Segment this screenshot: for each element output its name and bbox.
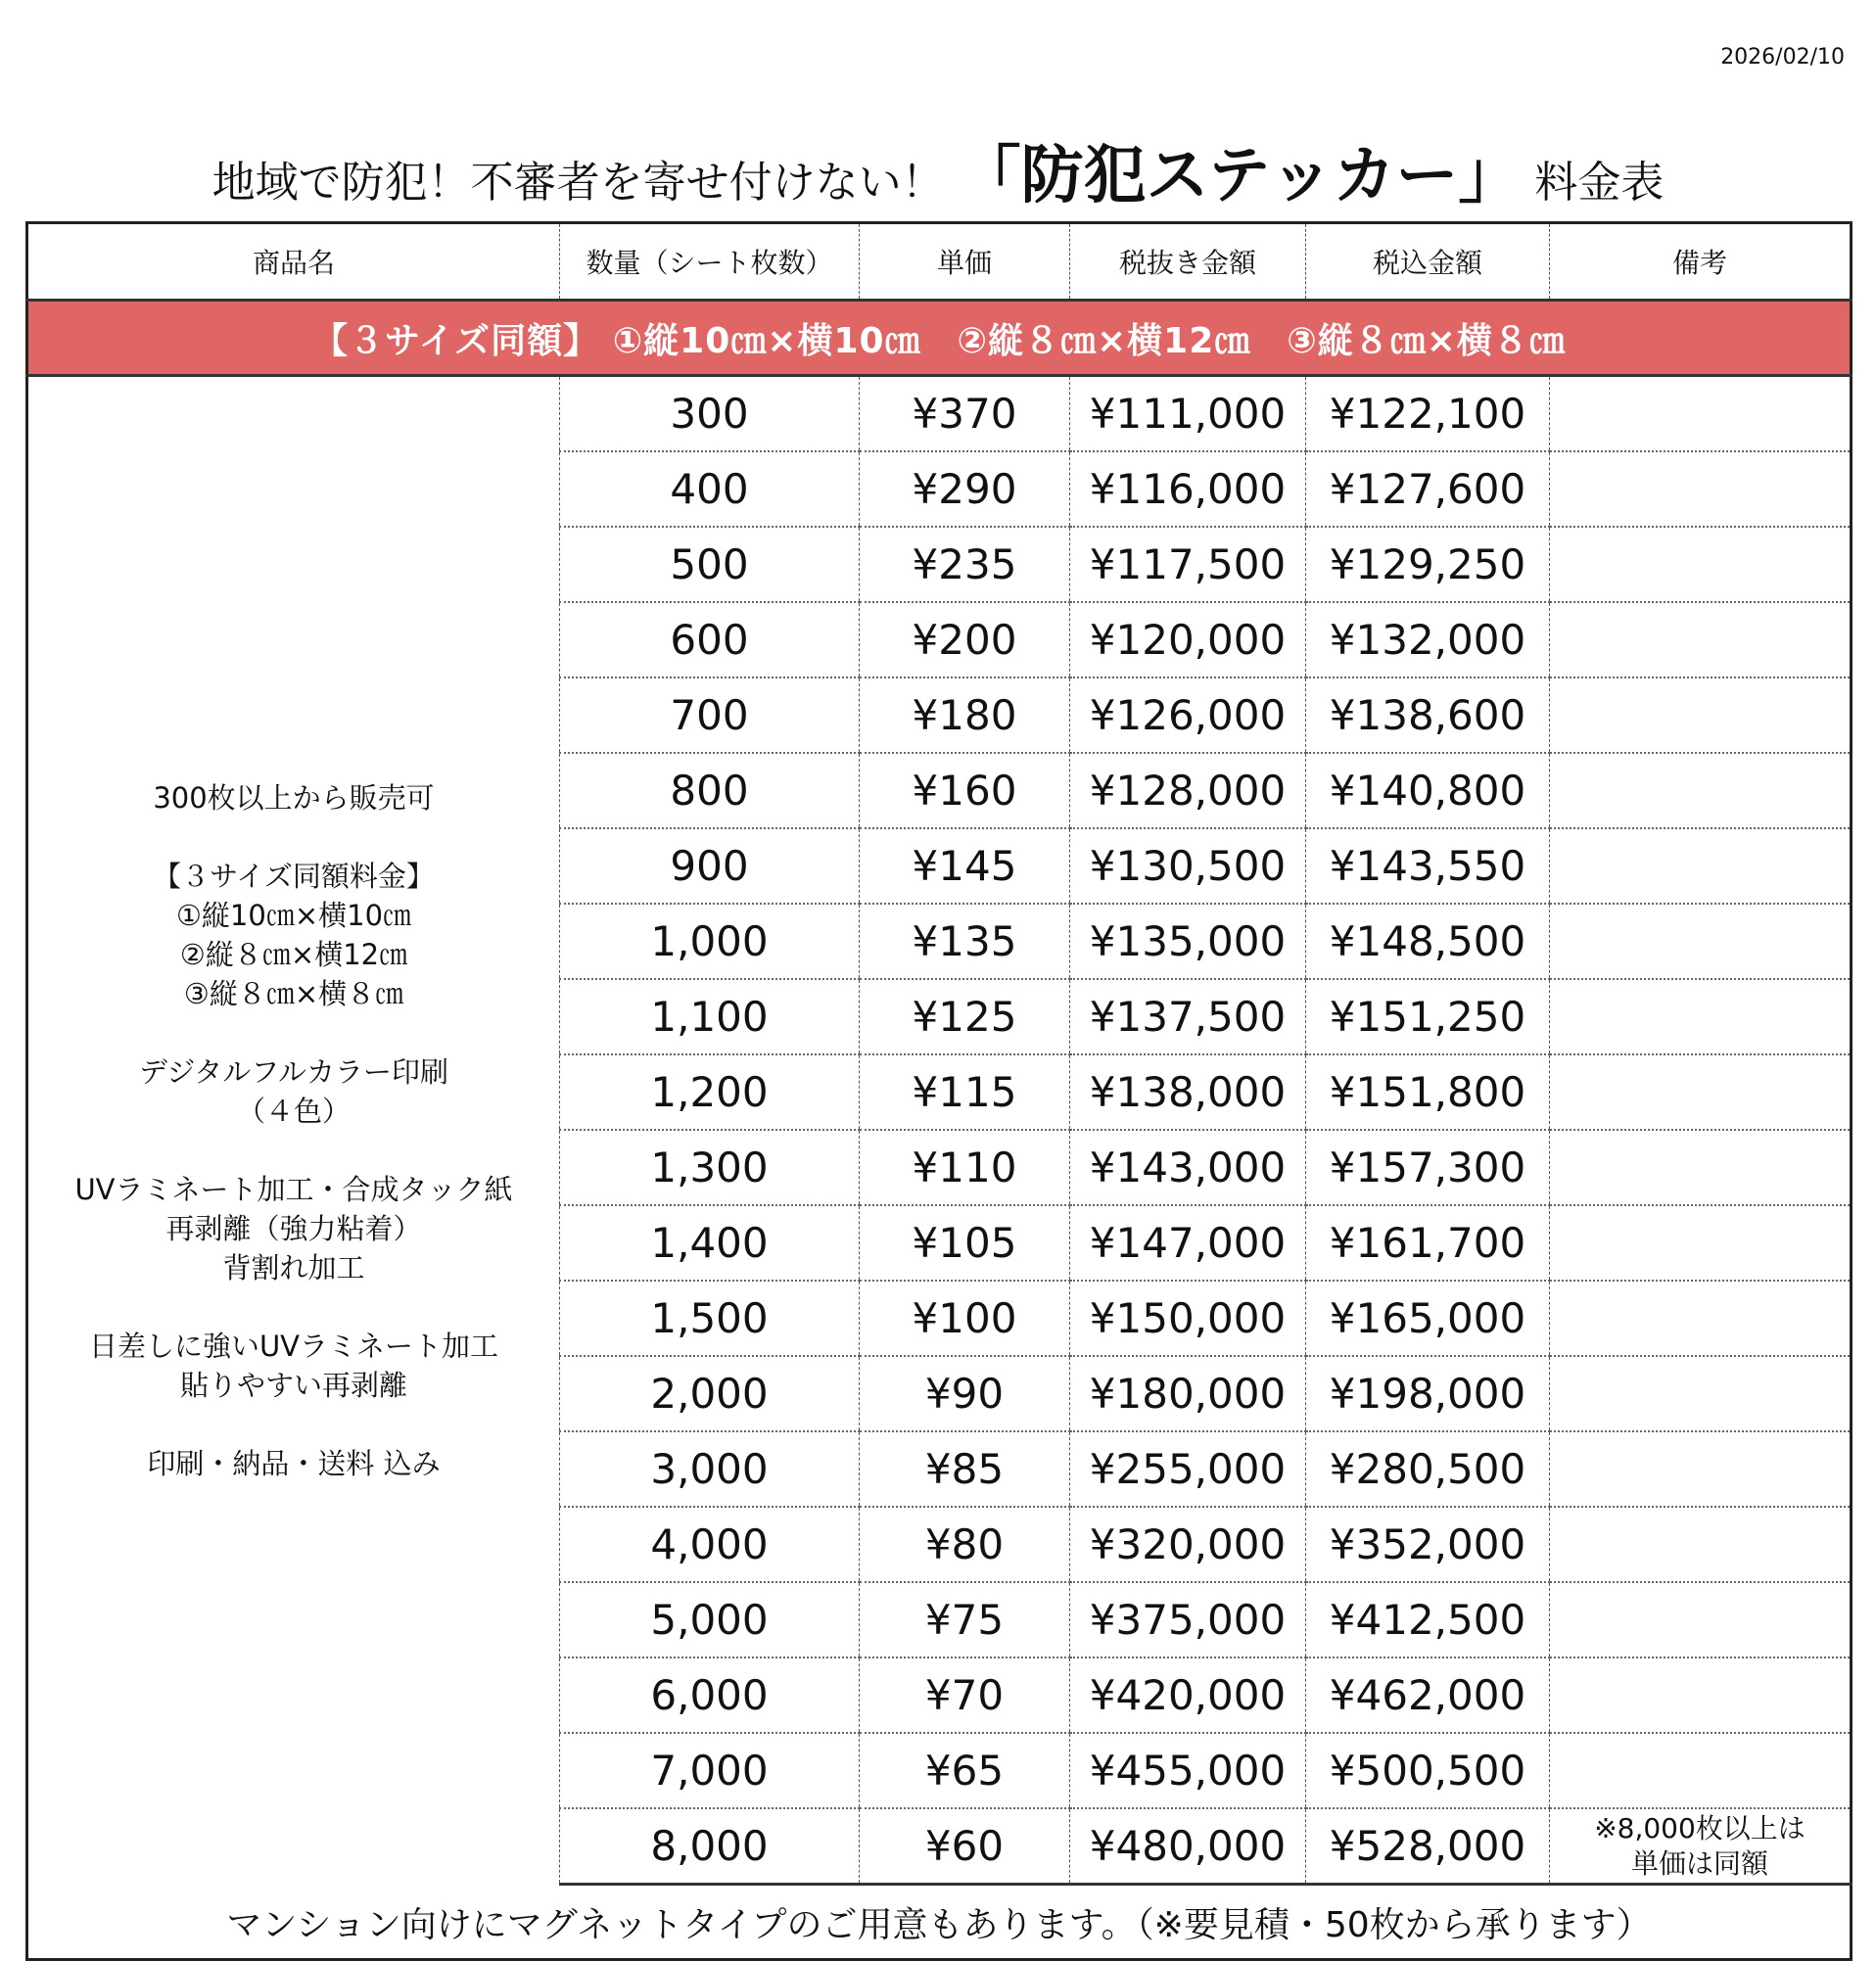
price-excl-tax-cell: ¥255,000 (1070, 1431, 1306, 1507)
quantity-cell: 500 (560, 527, 860, 602)
note-cell (1550, 1356, 1852, 1431)
price-excl-tax-cell: ¥480,000 (1070, 1808, 1306, 1885)
unit-price-cell: ¥145 (860, 828, 1070, 904)
note-cell (1550, 828, 1852, 904)
unit-price-cell: ¥160 (860, 753, 1070, 828)
price-excl-tax-cell: ¥455,000 (1070, 1733, 1306, 1808)
quantity-cell: 8,000 (560, 1808, 860, 1885)
quantity-cell: 900 (560, 828, 860, 904)
unit-price-cell: ¥290 (860, 451, 1070, 527)
product-description (27, 376, 560, 1885)
price-excl-tax-cell: ¥180,000 (1070, 1356, 1306, 1431)
quantity-cell: 1,300 (560, 1130, 860, 1205)
unit-price-cell: ¥85 (860, 1431, 1070, 1507)
unit-price-cell: ¥75 (860, 1582, 1070, 1658)
price-excl-tax-cell: ¥117,500 (1070, 527, 1306, 602)
note-cell (1550, 753, 1852, 828)
note-cell (1550, 527, 1852, 602)
unit-price-cell: ¥90 (860, 1356, 1070, 1431)
price-incl-tax-cell: ¥280,500 (1306, 1431, 1550, 1507)
description-line: UVラミネート加工・合成タック紙 (74, 1172, 513, 1206)
description-line: 300枚以上から販売可 (153, 780, 435, 815)
price-incl-tax-cell: ¥352,000 (1306, 1507, 1550, 1582)
note-cell (1550, 1582, 1852, 1658)
column-header: 単価 (860, 223, 1070, 301)
description-line: 貼りやすい再剥離 (179, 1368, 407, 1402)
quantity-cell: 800 (560, 753, 860, 828)
note-cell (1550, 1658, 1852, 1733)
note-cell (1550, 979, 1852, 1054)
note-cell (1550, 1281, 1852, 1356)
unit-price-cell: ¥60 (860, 1808, 1070, 1885)
quantity-cell: 4,000 (560, 1507, 860, 1582)
price-incl-tax-cell: ¥412,500 (1306, 1582, 1550, 1658)
quantity-cell: 1,100 (560, 979, 860, 1054)
size-band: 【３サイズ同額】 ①縦10㎝×横10㎝ ②縦８㎝×横12㎝ ③縦８㎝×横８㎝ (27, 301, 1852, 376)
quantity-cell: 2,000 (560, 1356, 860, 1431)
table-row (27, 376, 1852, 452)
date: 2026/02/10 (1720, 45, 1845, 70)
quantity-cell: 5,000 (560, 1582, 860, 1658)
description-line: （４色） (236, 1094, 351, 1128)
note-cell (1550, 1130, 1852, 1205)
price-excl-tax-cell: ¥130,500 (1070, 828, 1306, 904)
quantity-cell: 1,000 (560, 904, 860, 979)
description-line: 日差しに強いUVラミネート加工 (88, 1329, 499, 1363)
note-cell (1550, 1054, 1852, 1130)
column-header: 商品名 (27, 223, 560, 301)
price-incl-tax-cell: ¥198,000 (1306, 1356, 1550, 1431)
quantity-cell: 1,500 (560, 1281, 860, 1356)
quantity-cell: 700 (560, 677, 860, 753)
unit-price-cell: ¥65 (860, 1733, 1070, 1808)
note-cell: ※8,000枚以上は 単価は同額 (1550, 1808, 1852, 1885)
unit-price-cell: ¥370 (860, 376, 1070, 452)
unit-price-cell: ¥115 (860, 1054, 1070, 1130)
price-incl-tax-cell: ¥161,700 (1306, 1205, 1550, 1281)
note-cell (1550, 1733, 1852, 1808)
price-excl-tax-cell: ¥137,500 (1070, 979, 1306, 1054)
quantity-cell: 1,400 (560, 1205, 860, 1281)
description-line: 再剥離（強力粘着） (165, 1211, 422, 1245)
price-incl-tax-cell: ¥127,600 (1306, 451, 1550, 527)
price-incl-tax-cell: ¥151,250 (1306, 979, 1550, 1054)
note-cell (1550, 376, 1852, 452)
price-excl-tax-cell: ¥120,000 (1070, 602, 1306, 677)
price-excl-tax-cell: ¥147,000 (1070, 1205, 1306, 1281)
price-incl-tax-cell: ¥148,500 (1306, 904, 1550, 979)
note-cell (1550, 1507, 1852, 1582)
note-cell (1550, 1205, 1852, 1281)
note-cell (1550, 451, 1852, 527)
unit-price-cell: ¥110 (860, 1130, 1070, 1205)
price-excl-tax-cell: ¥375,000 (1070, 1582, 1306, 1658)
description-line: 【３サイズ同額料金】 (153, 859, 435, 893)
column-header: 備考 (1550, 223, 1852, 301)
description-line: ③縦８㎝×横８㎝ (183, 976, 404, 1010)
description-line: 印刷・納品・送料 込み (147, 1446, 441, 1480)
column-header: 税抜き金額 (1070, 223, 1306, 301)
price-excl-tax-cell: ¥138,000 (1070, 1054, 1306, 1130)
description-line: デジタルフルカラー印刷 (138, 1054, 449, 1089)
price-incl-tax-cell: ¥528,000 (1306, 1808, 1550, 1885)
title-pre: 地域で防犯！不審者を寄せ付けない！ (211, 158, 945, 208)
quantity-cell: 1,200 (560, 1054, 860, 1130)
unit-price-cell: ¥200 (860, 602, 1070, 677)
price-excl-tax-cell: ¥420,000 (1070, 1658, 1306, 1733)
price-excl-tax-cell: ¥320,000 (1070, 1507, 1306, 1582)
price-incl-tax-cell: ¥165,000 (1306, 1281, 1550, 1356)
price-incl-tax-cell: ¥129,250 (1306, 527, 1550, 602)
price-incl-tax-cell: ¥500,500 (1306, 1733, 1550, 1808)
price-excl-tax-cell: ¥128,000 (1070, 753, 1306, 828)
unit-price-cell: ¥125 (860, 979, 1070, 1054)
price-incl-tax-cell: ¥462,000 (1306, 1658, 1550, 1733)
unit-price-cell: ¥105 (860, 1205, 1070, 1281)
description-line: ②縦８㎝×横12㎝ (179, 937, 408, 971)
page-title (0, 125, 1876, 215)
column-header: 数量（シート枚数） (560, 223, 860, 301)
quantity-cell: 6,000 (560, 1658, 860, 1733)
note-cell (1550, 904, 1852, 979)
price-incl-tax-cell: ¥138,600 (1306, 677, 1550, 753)
unit-price-cell: ¥235 (860, 527, 1070, 602)
price-excl-tax-cell: ¥150,000 (1070, 1281, 1306, 1356)
unit-price-cell: ¥70 (860, 1658, 1070, 1733)
unit-price-cell: ¥80 (860, 1507, 1070, 1582)
price-table (25, 221, 1853, 1961)
price-incl-tax-cell: ¥122,100 (1306, 376, 1550, 452)
price-incl-tax-cell: ¥151,800 (1306, 1054, 1550, 1130)
description-line: 背割れ加工 (222, 1250, 365, 1284)
title-main: 「防犯ステッカー」 (958, 140, 1522, 212)
column-header: 税込金額 (1306, 223, 1550, 301)
quantity-cell: 300 (560, 376, 860, 452)
quantity-cell: 400 (560, 451, 860, 527)
price-incl-tax-cell: ¥140,800 (1306, 753, 1550, 828)
unit-price-cell: ¥135 (860, 904, 1070, 979)
price-incl-tax-cell: ¥132,000 (1306, 602, 1550, 677)
note-cell (1550, 677, 1852, 753)
price-excl-tax-cell: ¥116,000 (1070, 451, 1306, 527)
note-cell (1550, 1431, 1852, 1507)
unit-price-cell: ¥180 (860, 677, 1070, 753)
title-post: 料金表 (1534, 158, 1665, 208)
price-incl-tax-cell: ¥143,550 (1306, 828, 1550, 904)
price-excl-tax-cell: ¥143,000 (1070, 1130, 1306, 1205)
price-excl-tax-cell: ¥126,000 (1070, 677, 1306, 753)
price-excl-tax-cell: ¥111,000 (1070, 376, 1306, 452)
price-excl-tax-cell: ¥135,000 (1070, 904, 1306, 979)
quantity-cell: 7,000 (560, 1733, 860, 1808)
footer-note: マンション向けにマグネットタイプのご用意もあります。（※要見積・50枚から承ります） (226, 1904, 1652, 1945)
description-line: ①縦10㎝×横10㎝ (175, 898, 412, 932)
quantity-cell: 600 (560, 602, 860, 677)
quantity-cell: 3,000 (560, 1431, 860, 1507)
price-incl-tax-cell: ¥157,300 (1306, 1130, 1550, 1205)
note-cell (1550, 602, 1852, 677)
unit-price-cell: ¥100 (860, 1281, 1070, 1356)
